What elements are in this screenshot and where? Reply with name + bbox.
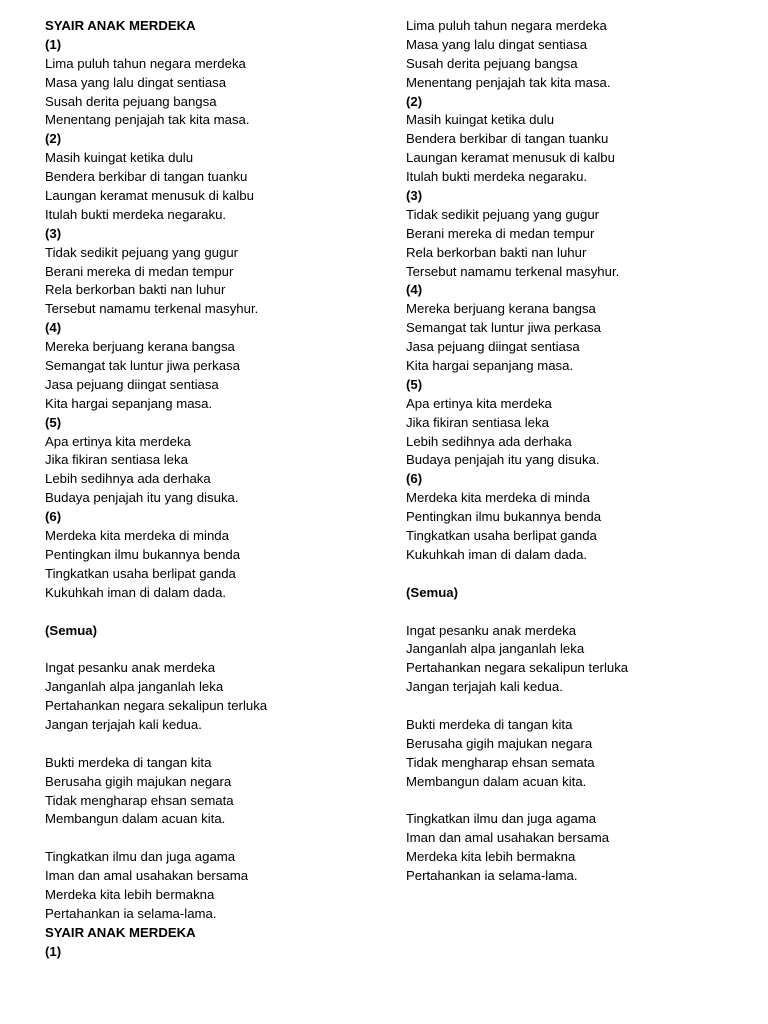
text-line: Budaya penjajah itu yang disuka.	[45, 490, 239, 506]
stanza-number: (5)	[45, 414, 62, 430]
text-line: Tingkatkan usaha berlipat ganda	[406, 528, 597, 544]
text-line: Berani mereka di medan tempur	[406, 225, 595, 241]
text-line: Itulah bukti merdeka negaraku.	[45, 206, 227, 222]
text-line: Ingat pesanku anak merdeka	[45, 660, 216, 676]
text-line: Pertahankan negara sekalipun terluka	[406, 660, 629, 676]
text-line: Pertahankan ia selama-lama.	[406, 868, 578, 884]
text-line: Tidak mengharap ehsan semata	[406, 754, 595, 770]
text-line: Jasa pejuang diingat sentiasa	[406, 339, 580, 355]
text-line: Lebih sedihnya ada derhaka	[406, 433, 572, 449]
text-line: Laungan keramat menusuk di kalbu	[45, 188, 254, 204]
text-line: Mereka berjuang kerana bangsa	[45, 339, 235, 355]
text-line: Membangun dalam acuan kita.	[45, 811, 226, 827]
text-line: Berusaha gigih majukan negara	[406, 735, 593, 751]
text-line: Jangan terjajah kali kedua.	[45, 716, 202, 732]
text-line: Semangat tak luntur jiwa perkasa	[45, 358, 240, 374]
text-line: Merdeka kita lebih bermakna	[406, 849, 576, 865]
text-line: Laungan keramat menusuk di kalbu	[406, 150, 615, 166]
stanza-number: (3)	[406, 188, 423, 204]
text-column-right	[406, 17, 746, 886]
text-line: Jangan terjajah kali kedua.	[406, 679, 563, 695]
text-line: Bukti merdeka di tangan kita	[406, 716, 573, 732]
blank-line	[45, 603, 365, 622]
text-line: Pentingkan ilmu bukannya benda	[45, 546, 241, 562]
text-line: Kukuhkah iman di dalam dada.	[406, 546, 588, 562]
text-line: Jika fikiran sentiasa leka	[406, 414, 549, 430]
text-line: Bendera berkibar di tangan tuanku	[406, 131, 609, 147]
text-line: Merdeka kita merdeka di minda	[45, 528, 229, 544]
stanza-number: (2)	[45, 131, 62, 147]
text-line: Pertahankan negara sekalipun terluka	[45, 698, 268, 714]
text-line: Ingat pesanku anak merdeka	[406, 622, 577, 638]
text-line: Bukti merdeka di tangan kita	[45, 754, 212, 770]
text-line: Kukuhkah iman di dalam dada.	[45, 584, 227, 600]
stanza-number: (4)	[406, 282, 423, 298]
blank-line	[406, 792, 746, 811]
text-line: Jasa pejuang diingat sentiasa	[45, 376, 219, 392]
text-line: Janganlah alpa janganlah leka	[406, 641, 585, 657]
text-line: Merdeka kita merdeka di minda	[406, 490, 590, 506]
text-line: Lima puluh tahun negara merdeka	[406, 18, 607, 33]
stanza-number: (5)	[406, 376, 423, 392]
poem-title: SYAIR ANAK MERDEKA	[45, 18, 196, 33]
text-line: Apa ertinya kita merdeka	[45, 433, 191, 449]
text-line: Masih kuingat ketika dulu	[406, 112, 555, 128]
text-line: Tingkatkan ilmu dan juga agama	[406, 811, 597, 827]
text-line: Membangun dalam acuan kita.	[406, 773, 587, 789]
stanza-number: (6)	[406, 471, 423, 487]
text-line: Tingkatkan usaha berlipat ganda	[45, 565, 236, 581]
text-line: Bendera berkibar di tangan tuanku	[45, 169, 248, 185]
text-line: Semangat tak luntur jiwa perkasa	[406, 320, 601, 336]
stanza-number: (4)	[45, 320, 62, 336]
stanza-number: (1)	[45, 943, 62, 959]
blank-line	[45, 640, 365, 659]
text-line: Lebih sedihnya ada derhaka	[45, 471, 211, 487]
text-line: Merdeka kita lebih bermakna	[45, 886, 215, 902]
text-line: Budaya penjajah itu yang disuka.	[406, 452, 600, 468]
text-line: Susah derita pejuang bangsa	[45, 93, 217, 109]
text-line: Kita hargai sepanjang masa.	[45, 395, 213, 411]
text-line: Rela berkorban bakti nan luhur	[406, 244, 587, 260]
text-line: Susah derita pejuang bangsa	[406, 55, 578, 71]
text-line: Mereka berjuang kerana bangsa	[406, 301, 596, 317]
text-line: Apa ertinya kita merdeka	[406, 395, 552, 411]
blank-line	[406, 697, 746, 716]
text-line: Menentang penjajah tak kita masa.	[406, 74, 611, 90]
text-line: Tersebut namamu terkenal masyhur.	[45, 301, 259, 317]
poem-title: SYAIR ANAK MERDEKA	[45, 924, 196, 940]
text-line: Janganlah alpa janganlah leka	[45, 679, 224, 695]
text-line: Masa yang lalu dingat sentiasa	[406, 36, 588, 52]
text-line: Rela berkorban bakti nan luhur	[45, 282, 226, 298]
text-line: Itulah bukti merdeka negaraku.	[406, 169, 588, 185]
text-line: Pentingkan ilmu bukannya benda	[406, 509, 602, 525]
text-line: Kita hargai sepanjang masa.	[406, 358, 574, 374]
text-line: Iman dan amal usahakan bersama	[406, 830, 610, 846]
blank-line	[406, 565, 746, 584]
blank-line	[406, 603, 746, 622]
text-line: Menentang penjajah tak kita masa.	[45, 112, 250, 128]
chorus-heading: (Semua)	[406, 584, 459, 600]
stanza-number: (1)	[45, 36, 62, 52]
text-line: Berusaha gigih majukan negara	[45, 773, 232, 789]
text-line: Tidak sedikit pejuang yang gugur	[45, 244, 239, 260]
stanza-number: (6)	[45, 509, 62, 525]
text-line: Masih kuingat ketika dulu	[45, 150, 194, 166]
stanza-number: (3)	[45, 225, 62, 241]
text-line: Masa yang lalu dingat sentiasa	[45, 74, 227, 90]
text-line: Berani mereka di medan tempur	[45, 263, 234, 279]
blank-line	[45, 829, 365, 848]
text-line: Tidak sedikit pejuang yang gugur	[406, 206, 600, 222]
chorus-heading: (Semua)	[45, 622, 98, 638]
text-line: Tersebut namamu terkenal masyhur.	[406, 263, 620, 279]
text-line: Lima puluh tahun negara merdeka	[45, 55, 246, 71]
text-line: Tidak mengharap ehsan semata	[45, 792, 234, 808]
text-column-left	[45, 17, 365, 962]
text-line: Jika fikiran sentiasa leka	[45, 452, 188, 468]
text-line: Pertahankan ia selama-lama.	[45, 905, 217, 921]
text-line: Tingkatkan ilmu dan juga agama	[45, 849, 236, 865]
blank-line	[45, 735, 365, 754]
text-line: Iman dan amal usahakan bersama	[45, 868, 249, 884]
stanza-number: (2)	[406, 93, 423, 109]
